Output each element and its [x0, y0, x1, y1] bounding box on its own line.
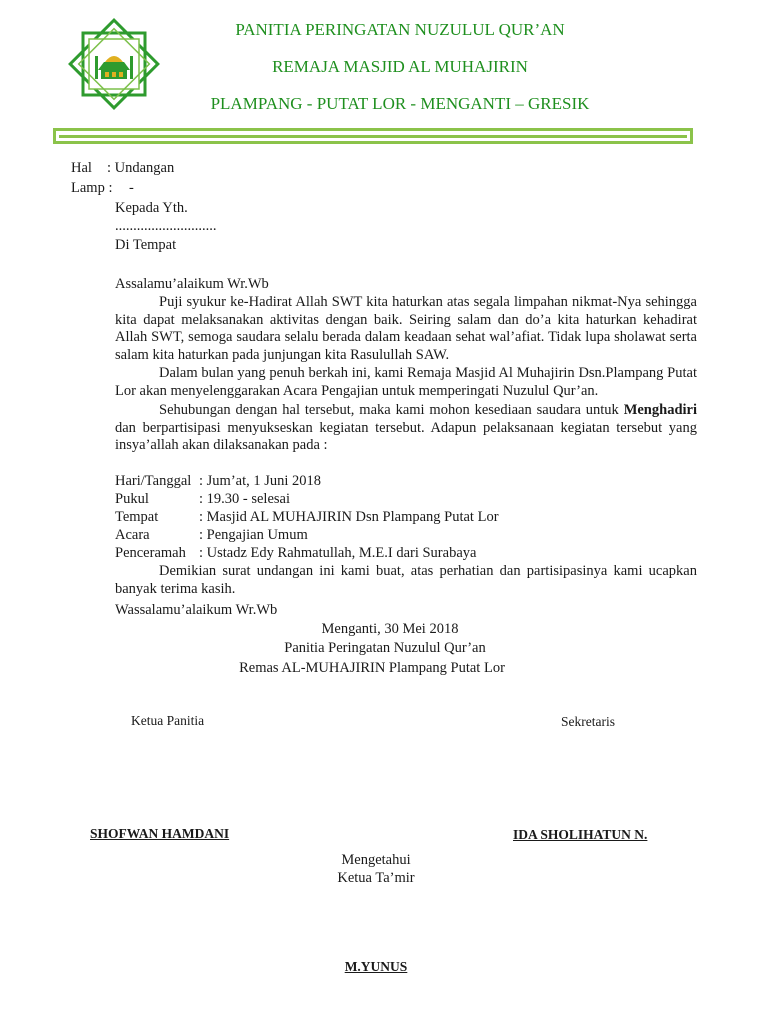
committee-name: Panitia Peringatan Nuzulul Qur’an [284, 640, 486, 656]
header-title-line-1: PANITIA PERINGATAN NUZULUL QUR’AN [235, 20, 565, 39]
lamp-value: - [129, 180, 134, 196]
detail-label: Acara [115, 527, 150, 543]
hal-value: : Undangan [107, 160, 175, 176]
ketua-tamir-label: Ketua Ta’mir [337, 870, 415, 886]
paragraph-2: Dalam bulan yang penuh berkah ini, kami Remaja Masjid Al Muhajirin Dsn.Plampang Putat Lor akan menyelenggarakan Acara Pengajian untuk memperingati Nuzulul Qur’an. [115, 365, 697, 399]
hal-label: Hal [71, 160, 92, 176]
closing-greeting: Wassalamu’alaikum Wr.Wb [115, 602, 278, 618]
greeting: Assalamu’alaikum Wr.Wb [115, 276, 269, 292]
recipient-kepada: Kepada Yth. [115, 200, 188, 216]
header-title-line-2: REMAJA MASJID AL MUHAJIRIN [272, 57, 528, 76]
detail-label: Hari/Tanggal [115, 473, 192, 489]
organization-name: Remas AL-MUHAJIRIN Plampang Putat Lor [239, 660, 505, 676]
paragraph-3: Sehubungan dengan hal tersebut, maka kami mohon kesediaan saudara untuk Menghadiri dan berpartisipasi menyukseskan kegiatan tersebut. Adapun pelaksanaan kegiatan tersebut yang insya’allah akan dilaksanakan pada : [115, 402, 697, 453]
detail-label: Tempat [115, 509, 159, 525]
ketua-panitia-label: Ketua Panitia [131, 713, 205, 728]
mengetahui-label: Mengetahui [341, 852, 411, 868]
recipient-dots: ............................ [115, 218, 217, 234]
header-title-line-3: PLAMPANG - PUTAT LOR - MENGANTI – GRESIK [210, 94, 590, 113]
emphasis-menghadiri: Menghadiri [623, 402, 697, 418]
tamir-name: M.YUNUS [344, 959, 408, 974]
recipient-di-tempat: Di Tempat [115, 237, 177, 253]
detail-value: : Jum’at, 1 Juni 2018 [199, 473, 322, 489]
detail-label: Penceramah [115, 545, 186, 561]
paragraph-4: Demikian surat undangan ini kami buat, atas perhatian dan partisipasinya kami ucapkan banyak terima kasih. [115, 563, 697, 597]
detail-value: : Ustadz Edy Rahmatullah, M.E.I dari Surabaya [199, 545, 477, 561]
organization-logo [68, 18, 160, 110]
lamp-label: Lamp : [71, 180, 113, 196]
sekretaris-name: IDA SHOLIHATUN N. [513, 827, 648, 842]
detail-label: Pukul [115, 491, 149, 507]
sekretaris-label: Sekretaris [561, 714, 615, 729]
paragraph-1: Puji syukur ke-Hadirat Allah SWT kita haturkan atas segala limpahan nikmat-Nya sehingga kita dapat melaksanakan aktivitas dengan baik. Seiring salam dan do’a kita haturkan kehadirat Allah SWT, semoga saudara selalu berada dalam keadaan sehat wal’afiat. Tidak lupa sholawat serta salam kita haturkan pada junjungan kita Rasulullah SAW. [115, 294, 697, 363]
place-date: Menganti, 30 Mei 2018 [321, 621, 459, 637]
detail-value: : 19.30 - selesai [199, 491, 291, 507]
header-divider [53, 128, 693, 144]
ketua-panitia-name: SHOFWAN HAMDANI [90, 826, 230, 841]
detail-value: : Pengajian Umum [199, 527, 308, 543]
detail-value: : Masjid AL MUHAJIRIN Dsn Plampang Putat Lor [199, 509, 499, 525]
